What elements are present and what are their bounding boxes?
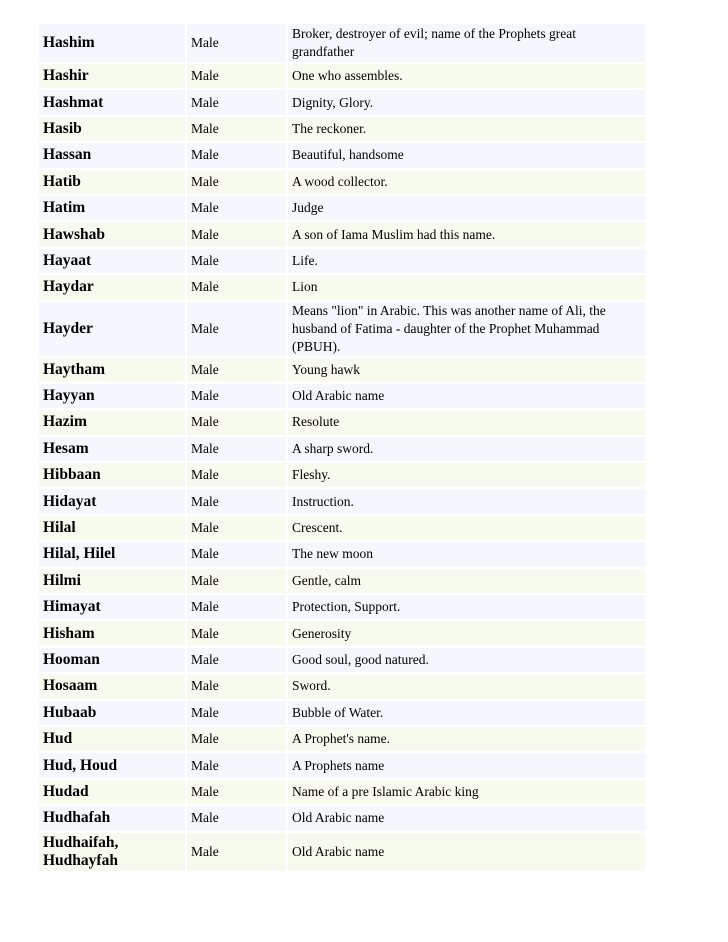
gender-cell: Male bbox=[187, 24, 286, 62]
name-cell: Hatim bbox=[39, 196, 185, 220]
gender-cell: Male bbox=[187, 222, 286, 246]
name-cell: Hassan bbox=[39, 143, 185, 167]
table-row bbox=[39, 90, 645, 114]
table-row bbox=[39, 569, 645, 593]
meaning-cell: Old Arabic name bbox=[288, 806, 645, 830]
name-cell: Hibbaan bbox=[39, 463, 185, 487]
meaning-cell: Old Arabic name bbox=[288, 833, 645, 871]
gender-cell: Male bbox=[187, 753, 286, 777]
meaning-cell: Life. bbox=[288, 249, 645, 273]
meaning-cell: Sword. bbox=[288, 674, 645, 698]
name-cell: Hilal bbox=[39, 516, 185, 540]
gender-cell: Male bbox=[187, 275, 286, 299]
name-cell: Himayat bbox=[39, 595, 185, 619]
table-row bbox=[39, 222, 645, 246]
name-cell: Hayaat bbox=[39, 249, 185, 273]
name-cell: Hosaam bbox=[39, 674, 185, 698]
name-cell: Hud bbox=[39, 727, 185, 751]
table-row bbox=[39, 275, 645, 299]
gender-cell: Male bbox=[187, 516, 286, 540]
name-cell: Hashmat bbox=[39, 90, 185, 114]
gender-cell: Male bbox=[187, 489, 286, 513]
meaning-cell: Young hawk bbox=[288, 358, 645, 382]
meaning-cell: A Prophet's name. bbox=[288, 727, 645, 751]
meaning-cell: Fleshy. bbox=[288, 463, 645, 487]
name-cell: Hasib bbox=[39, 117, 185, 141]
meaning-cell: The reckoner. bbox=[288, 117, 645, 141]
gender-cell: Male bbox=[187, 437, 286, 461]
gender-cell: Male bbox=[187, 410, 286, 434]
table-row bbox=[39, 358, 645, 382]
name-cell: Hilal, Hilel bbox=[39, 542, 185, 566]
name-cell: Haydar bbox=[39, 275, 185, 299]
meaning-cell: A sharp sword. bbox=[288, 437, 645, 461]
gender-cell: Male bbox=[187, 701, 286, 725]
table-row bbox=[39, 753, 645, 777]
table-row bbox=[39, 463, 645, 487]
name-cell: Hidayat bbox=[39, 489, 185, 513]
meaning-cell: Generosity bbox=[288, 621, 645, 645]
gender-cell: Male bbox=[187, 674, 286, 698]
gender-cell: Male bbox=[187, 143, 286, 167]
names-table bbox=[37, 22, 647, 873]
table-row bbox=[39, 384, 645, 408]
table-row bbox=[39, 674, 645, 698]
meaning-cell: Crescent. bbox=[288, 516, 645, 540]
meaning-cell: Lion bbox=[288, 275, 645, 299]
name-cell: Hayyan bbox=[39, 384, 185, 408]
meaning-cell: One who assembles. bbox=[288, 64, 645, 88]
table-row bbox=[39, 648, 645, 672]
meaning-cell: Protection, Support. bbox=[288, 595, 645, 619]
gender-cell: Male bbox=[187, 833, 286, 871]
name-cell: Hooman bbox=[39, 648, 185, 672]
table-row bbox=[39, 516, 645, 540]
meaning-cell: Means "lion" in Arabic. This was another name of Ali, the husband of Fatima - daughter of the Prophet Muhammad (PBUH). bbox=[288, 302, 645, 356]
table-row bbox=[39, 542, 645, 566]
meaning-cell: A son of Iama Muslim had this name. bbox=[288, 222, 645, 246]
gender-cell: Male bbox=[187, 806, 286, 830]
meaning-cell: Name of a pre Islamic Arabic king bbox=[288, 780, 645, 804]
gender-cell: Male bbox=[187, 542, 286, 566]
table-row bbox=[39, 489, 645, 513]
gender-cell: Male bbox=[187, 780, 286, 804]
gender-cell: Male bbox=[187, 595, 286, 619]
name-cell: Hawshab bbox=[39, 222, 185, 246]
name-cell: Hudad bbox=[39, 780, 185, 804]
gender-cell: Male bbox=[187, 117, 286, 141]
meaning-cell: Broker, destroyer of evil; name of the Prophets great grandfather bbox=[288, 24, 645, 62]
meaning-cell: Beautiful, handsome bbox=[288, 143, 645, 167]
name-cell: Hubaab bbox=[39, 701, 185, 725]
gender-cell: Male bbox=[187, 249, 286, 273]
name-cell: Hesam bbox=[39, 437, 185, 461]
table-row bbox=[39, 833, 645, 871]
meaning-cell: Good soul, good natured. bbox=[288, 648, 645, 672]
name-cell: Hatib bbox=[39, 170, 185, 194]
table-row bbox=[39, 437, 645, 461]
table-row bbox=[39, 621, 645, 645]
name-cell: Hashir bbox=[39, 64, 185, 88]
table-row bbox=[39, 170, 645, 194]
meaning-cell: The new moon bbox=[288, 542, 645, 566]
meaning-cell: Instruction. bbox=[288, 489, 645, 513]
table-row bbox=[39, 595, 645, 619]
meaning-cell: A wood collector. bbox=[288, 170, 645, 194]
meaning-cell: Judge bbox=[288, 196, 645, 220]
gender-cell: Male bbox=[187, 196, 286, 220]
meaning-cell: Resolute bbox=[288, 410, 645, 434]
gender-cell: Male bbox=[187, 384, 286, 408]
gender-cell: Male bbox=[187, 170, 286, 194]
table-row bbox=[39, 780, 645, 804]
name-cell: Hilmi bbox=[39, 569, 185, 593]
gender-cell: Male bbox=[187, 569, 286, 593]
name-cell: Hisham bbox=[39, 621, 185, 645]
name-cell: Hashim bbox=[39, 24, 185, 62]
table-row bbox=[39, 727, 645, 751]
meaning-cell: Gentle, calm bbox=[288, 569, 645, 593]
gender-cell: Male bbox=[187, 621, 286, 645]
table-row bbox=[39, 410, 645, 434]
gender-cell: Male bbox=[187, 90, 286, 114]
gender-cell: Male bbox=[187, 64, 286, 88]
name-cell: Hudhaifah, Hudhayfah bbox=[39, 833, 185, 871]
meaning-cell: A Prophets name bbox=[288, 753, 645, 777]
table-row bbox=[39, 117, 645, 141]
name-cell: Hayder bbox=[39, 302, 185, 356]
gender-cell: Male bbox=[187, 302, 286, 356]
meaning-cell: Dignity, Glory. bbox=[288, 90, 645, 114]
name-cell: Hudhafah bbox=[39, 806, 185, 830]
table-row bbox=[39, 24, 645, 62]
table-row bbox=[39, 249, 645, 273]
name-cell: Hud, Houd bbox=[39, 753, 185, 777]
gender-cell: Male bbox=[187, 358, 286, 382]
table-row bbox=[39, 302, 645, 356]
gender-cell: Male bbox=[187, 727, 286, 751]
table-row bbox=[39, 701, 645, 725]
meaning-cell: Bubble of Water. bbox=[288, 701, 645, 725]
gender-cell: Male bbox=[187, 648, 286, 672]
name-cell: Haytham bbox=[39, 358, 185, 382]
table-row bbox=[39, 143, 645, 167]
table-row bbox=[39, 196, 645, 220]
table-row bbox=[39, 806, 645, 830]
table-row bbox=[39, 64, 645, 88]
name-cell: Hazim bbox=[39, 410, 185, 434]
meaning-cell: Old Arabic name bbox=[288, 384, 645, 408]
gender-cell: Male bbox=[187, 463, 286, 487]
